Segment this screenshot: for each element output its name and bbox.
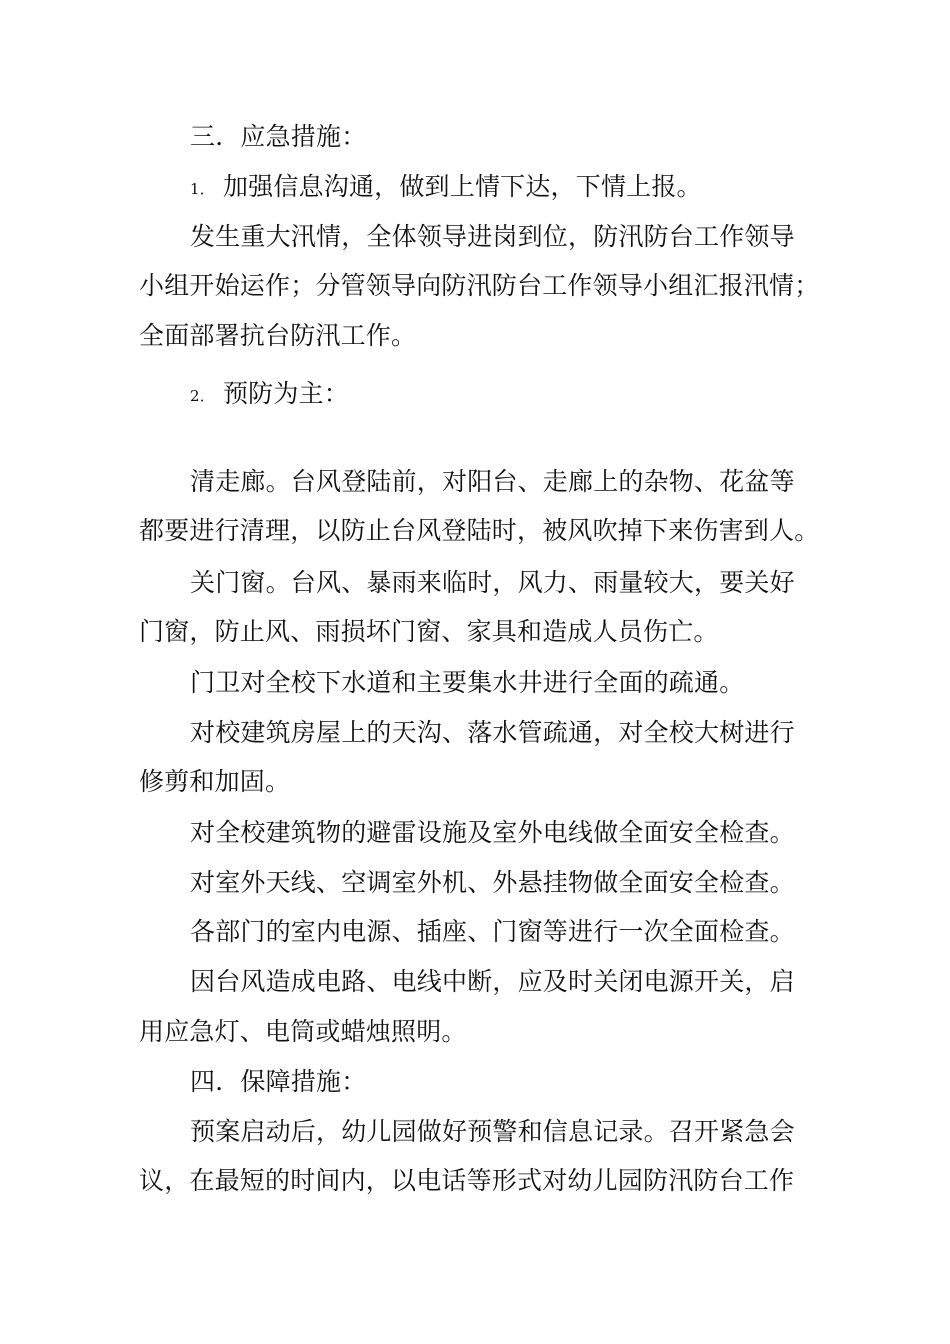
numbered-item-1	[190, 172, 702, 204]
paragraph-line: 全面部署抗台防汛工作。	[139, 321, 417, 350]
paragraph-line: 对全校建筑物的避雷设施及室外电线做全面安全检查。	[190, 818, 795, 847]
paragraph-line: 关门窗。台风、暴雨来临时，风力、雨量较大，要关好	[190, 568, 795, 597]
item-text: 加强信息沟通，做到上情下达，下情上报。	[222, 172, 702, 201]
paragraph-line: 议，在最短的时间内，以电话等形式对幼儿园防汛防台工作	[139, 1166, 795, 1195]
paragraph-line: 小组开始运作；分管领导向防汛防台工作领导小组汇报汛情；	[139, 271, 820, 300]
paragraph-line: 因台风造成电路、电线中断，应及时关闭电源开关，启	[190, 967, 795, 996]
paragraph-line: 门卫对全校下水道和主要集水井进行全面的疏通。	[190, 668, 745, 697]
section-heading-safeguard-measures: 四．保障措施：	[190, 1067, 367, 1096]
paragraph-line: 修剪和加固。	[139, 767, 291, 796]
numbered-item-2	[190, 379, 349, 411]
paragraph-line: 对校建筑房屋上的天沟、落水管疏通，对全校大树进行	[190, 718, 795, 747]
paragraph-line: 发生重大汛情，全体领导进岗到位，防汛防台工作领导	[190, 222, 795, 251]
section-heading-emergency-measures: 三．应急措施：	[190, 122, 367, 151]
paragraph-line: 对室外天线、空调室外机、外悬挂物做全面安全检查。	[190, 868, 795, 897]
paragraph-line: 都要进行清理，以防止台风登陆时，被风吹掉下来伤害到人。	[139, 516, 820, 545]
paragraph-line: 用应急灯、电筒或蜡烛照明。	[139, 1017, 467, 1046]
item-number: 1．	[190, 180, 215, 198]
paragraph-line: 预案启动后，幼儿园做好预警和信息记录。召开紧急会	[190, 1117, 795, 1146]
item-number: 2．	[190, 387, 215, 405]
paragraph-line: 清走廊。台风登陆前，对阳台、走廊上的杂物、花盆等	[190, 467, 795, 496]
paragraph-line: 门窗，防止风、雨损坏门窗、家具和造成人员伤亡。	[139, 617, 719, 646]
paragraph-line: 各部门的室内电源、插座、门窗等进行一次全面检查。	[190, 917, 795, 946]
item-text: 预防为主：	[222, 379, 349, 408]
